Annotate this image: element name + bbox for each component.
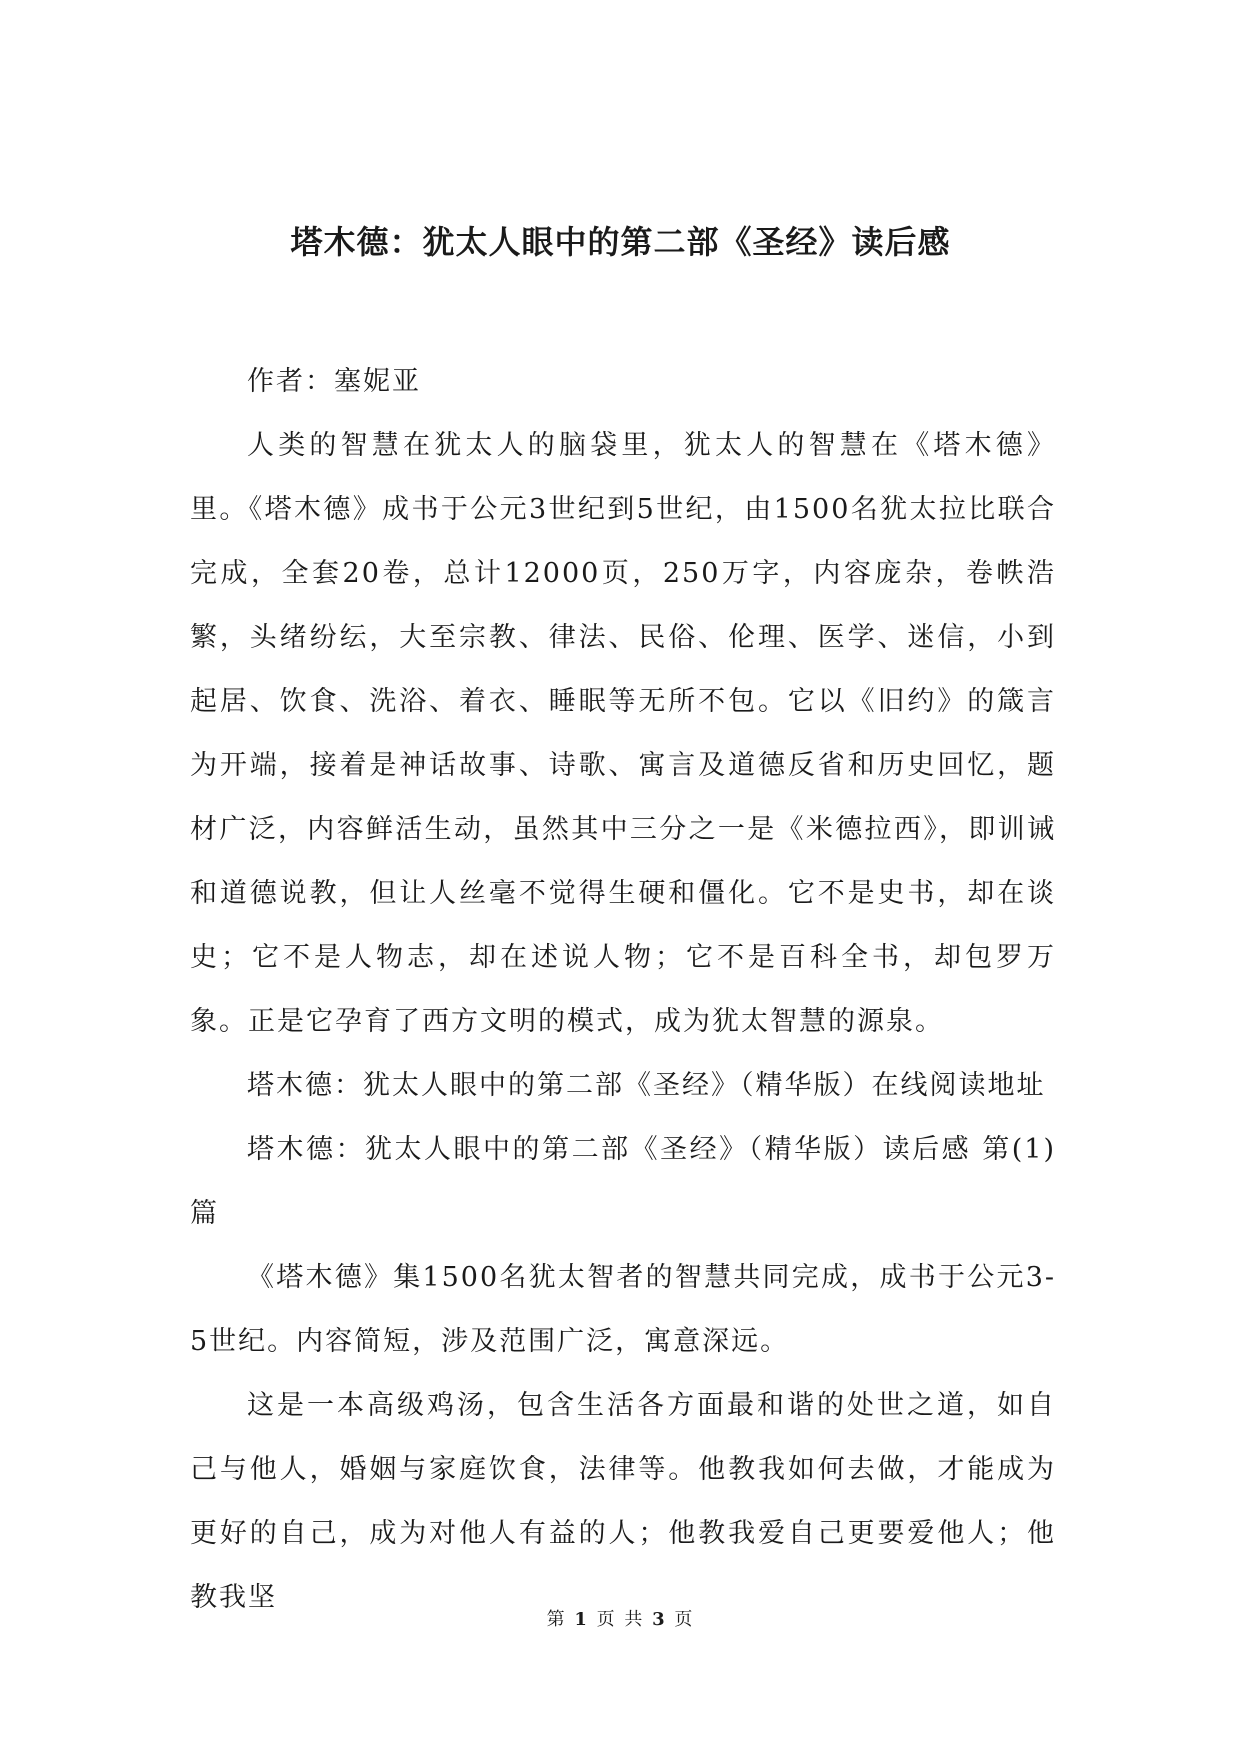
paragraph: 人类的智慧在犹太人的脑袋里，犹太人的智慧在《塔木德》里。《塔木德》成书于公元3世纪到5世纪，由1500名犹太拉比联合完成，全套20卷，总计12000页，250万字，内容庞杂，卷帙浩繁，头绪纷纭，大至宗教、律法、民俗、伦理、医学、迷信，小到起居、饮食、洗浴、着衣、睡眠等无所不包。它以《旧约》的箴言为开端，接着是神话故事、诗歌、寓言及道德反省和历史回忆，题材广泛，内容鲜活生动，虽然其中三分之一是《米德拉西》，即训诫和道德说教，但让人丝毫不觉得生硬和僵化。它不是史书，却在谈史；它不是人物志，却在述说人物；它不是百科全书，却包罗万象。正是它孕育了西方文明的模式，成为犹太智慧的源泉。 — [190, 430, 1056, 1037]
paragraph: 这是一本高级鸡汤，包含生活各方面最和谐的处世之道，如自己与他人，婚姻与家庭饮食，法律等。他教我如何去做，才能成为更好的自己，成为对他人有益的人；他教我爱自己更要爱他人；他教我坚 — [190, 1390, 1056, 1613]
footer-middle: 页 共 — [596, 1609, 645, 1630]
document-title: 塔木德：犹太人眼中的第二部《圣经》读后感 — [290, 223, 951, 261]
footer-prefix: 第 — [546, 1609, 567, 1630]
paragraph: 塔木德：犹太人眼中的第二部《圣经》（精华版）读后感 第(1)篇 — [190, 1134, 1056, 1229]
page-footer — [0, 1608, 1241, 1632]
paragraph: 《塔木德》集1500名犹太智者的智慧共同完成，成书于公元3-5世纪。内容简短，涉及范围广泛，寓意深远。 — [190, 1262, 1056, 1357]
footer-suffix: 页 — [674, 1609, 695, 1630]
total-pages-number: 3 — [652, 1609, 667, 1630]
document-body — [190, 350, 1056, 1630]
current-page-number: 1 — [574, 1609, 589, 1630]
paragraph: 塔木德：犹太人眼中的第二部《圣经》（精华版）在线阅读地址 — [247, 1070, 1046, 1101]
author-line: 作者：塞妮亚 — [247, 366, 421, 397]
